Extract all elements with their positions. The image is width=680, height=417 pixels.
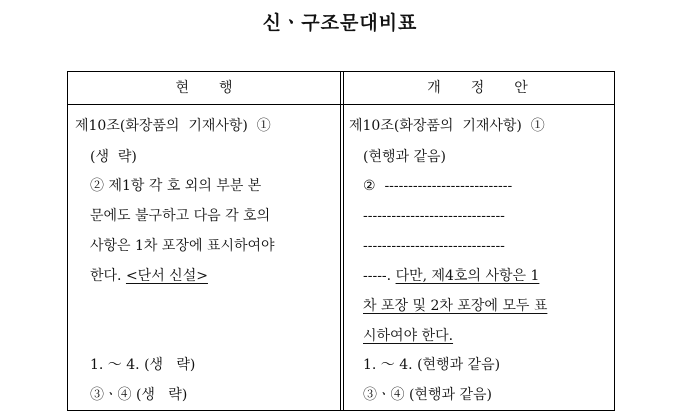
current-line-5: 사항은 1차 포장에 표시하여야 [90,238,275,254]
current-line-6: 한다. <단서 신설> [90,268,208,284]
revised-line-4: ------------------------------ [363,208,505,224]
revised-line-5: ------------------------------ [363,238,505,254]
current-column [68,72,340,410]
revised-line-7: 차 포장 및 2차 포장에 모두 표 [363,298,548,314]
revised-line-1: 제10조(화장품의 기재사항) ① [349,118,545,134]
revised-line-2: (현행과 같음) [363,149,446,165]
comparison-table [67,71,615,411]
revised-line-6: -----. 다만, 제4호의 사항은 1 [363,268,540,284]
revised-line-10: ③ㆍ④ (현행과 같음) [363,387,492,403]
document-title: 신ㆍ구조문대비표 [262,12,418,34]
current-line-3: ② 제1항 각 호 외의 부분 본 [90,178,262,194]
new-proviso-note: <단서 신설> [125,268,208,284]
proviso-text-1: 다만, 제4호의 사항은 1 [395,268,540,284]
revised-line-3: ② --------------------------- [363,178,513,194]
current-line-7: 1. ～ 4. (생 략) [90,357,196,373]
current-line-4: 문에도 불구하고 다음 각 호의 [90,208,271,224]
current-column-header: 현행 [68,72,340,105]
current-line-2: (생 략) [90,149,137,165]
revised-line-9: 1. ～ 4. (현행과 같음) [363,357,501,373]
current-line-8: ③ㆍ④ (생 략) [90,387,188,403]
revised-line-8: 시하여야 한다. [363,328,454,344]
current-line-1: 제10조(화장품의 기재사항) ① [75,118,271,134]
revised-column-header: 개정안 [341,72,614,105]
revised-column [340,72,614,410]
